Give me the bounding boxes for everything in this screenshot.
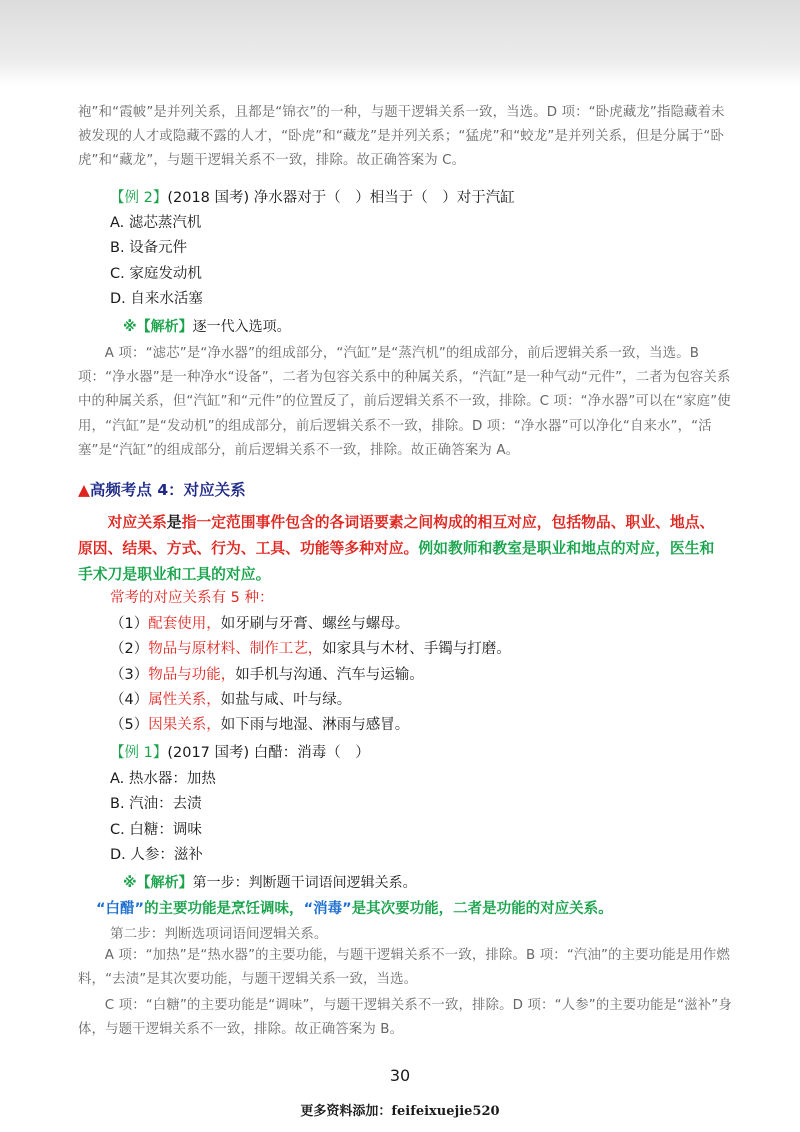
type-example: 如家具与木材、手镯与打磨。 [322, 641, 511, 657]
footer-note: 更多资料添加：feifeixuejie520 [300, 1104, 500, 1119]
definition-connector: 是 [166, 514, 182, 531]
section-title: 高频考点 4：对应关系 [89, 481, 246, 499]
option-d: D. 人参：滋补 [110, 847, 203, 863]
definition-example: 例如教师和教室是职业和地点的对应，医生和手术刀是职业和工具的对应。 [78, 540, 715, 583]
type-item-4 [110, 688, 351, 709]
option-c: C. 白糖：调味 [110, 822, 202, 838]
option-b: B. 设备元件 [110, 240, 188, 256]
type-name: 物品与原材料、制作工艺， [148, 641, 323, 657]
analysis-paragraph-2: C 项：“白糖”的主要功能是“调味”，与题干逻辑关系不一致，排除。D 项：“人参”的主要功能是“滋补”身体，与题干逻辑关系不一致，排除。故正确答案为 B。 [78, 998, 732, 1038]
page-number: 30 [389, 1066, 411, 1085]
analysis-header [123, 316, 291, 336]
type-number: （3） [110, 667, 149, 683]
example-1-title [110, 741, 370, 762]
option-a: A. 滤芯蒸汽机 [110, 215, 202, 231]
type-name: 属性关系， [148, 692, 221, 708]
example-stem: (2017 国考) 白醋：消毒（ ） [167, 745, 370, 761]
analysis-paragraph-1: A 项：“加热”是“热水器”的主要功能，与题干逻辑关系不一致，排除。B 项：“汽油”的主要功能是用作燃料，“去渍”是其次要功能，与题干逻辑关系一致，当选。 [78, 948, 730, 988]
step-two: 第二步：判断选项词语间逻辑关系。 [110, 926, 328, 942]
triangle-icon: ▲ [78, 481, 90, 499]
type-number: （1） [110, 616, 149, 632]
type-example: 如盐与咸、叶与绿。 [220, 692, 352, 708]
key-term-2: “消毒” [303, 901, 352, 917]
option-c: C. 家庭发动机 [110, 266, 202, 282]
key-term-1: “白醋” [96, 901, 145, 917]
analysis-lead: 第一步：判断题干词语间逻辑关系。 [192, 875, 417, 891]
type-number: （2） [110, 641, 149, 657]
example-tag: 【例 2】 [110, 190, 168, 206]
type-number: （4） [110, 692, 149, 708]
section-heading [78, 478, 246, 500]
key-relation-sentence [96, 897, 613, 918]
type-item-2 [110, 637, 511, 658]
option-d: D. 自来水活塞 [110, 291, 203, 307]
definition-paragraph [78, 510, 728, 588]
analysis-tag: ※【解析】 [123, 319, 193, 335]
header-band [0, 0, 800, 86]
analysis-paragraph: A 项：“滤芯”是“净水器”的组成部分，“汽缸”是“蒸汽机”的组成部分，前后逻辑关系一致，当选。B 项：“净水器”是一种净水“设备”，二者为包容关系中的种属关系，“汽缸”是一种气动“元件”，二者为包容关系中的种属关系，但“汽缸”和“元件”的位置反了，前后逻辑关系不一致，排除。C 项：“净水器”可以在“家庭”使用，“汽缸”是“发动机”的组成部分，前后逻辑关系不一致，排除。D 项：“净水器”可以净化“自来水”，“活塞”是“汽缸”的组成部分，前后逻辑关系不一致，排除。故正确答案为 A。 [78, 346, 731, 458]
example-tag: 【例 1】 [110, 745, 168, 761]
analysis-header [123, 872, 417, 892]
definition-term: 对应关系 [107, 514, 167, 531]
type-item-5 [110, 713, 409, 734]
option-b: B. 汽油：去渍 [110, 796, 202, 812]
type-name: 因果关系， [148, 717, 221, 733]
example-2-title [110, 186, 515, 207]
option-a: A. 热水器：加热 [110, 771, 216, 787]
example-stem: (2018 国考) 净水器对于（ ）相当于（ ）对于汽缸 [167, 190, 515, 206]
type-example: 如牙刷与牙膏、螺丝与螺母。 [220, 616, 410, 632]
type-item-1 [110, 612, 409, 633]
types-intro: 常考的对应关系有 5 种： [110, 590, 274, 606]
paragraph-prev-answer: 袍”和“霞帔”是并列关系，且都是“锦衣”的一种，与题干逻辑关系一致，当选。D 项：“卧虎藏龙”指隐藏着未被发现的人才或隐藏不露的人才，“卧虎”和“藏龙”是并列关系；“猛虎”和“蛟龙”是并列关系，但是分属于“卧虎”和“藏龙”，与题干逻辑关系不一致，排除。故正确答案为 C。 [78, 105, 725, 169]
type-example: 如手机与沟通、汽车与运输。 [235, 667, 424, 683]
type-name: 物品与功能， [148, 667, 236, 683]
definition-body: 指一定范围事件包含的各词语要素之间构成的相互对应，包括物品、职业、地点、原因、结果、方式、行为、工具、功能等多种对应。 [78, 514, 715, 557]
type-item-3 [110, 663, 424, 684]
type-number: （5） [110, 717, 149, 733]
type-name: 配套使用， [148, 616, 221, 632]
analysis-tag: ※【解析】 [123, 875, 193, 891]
key-text-2: 是其次要功能，二者是功能的对应关系。 [351, 901, 613, 917]
analysis-lead: 逐一代入选项。 [192, 319, 291, 335]
key-text-1: 的主要功能是烹饪调味， [144, 901, 304, 917]
type-example: 如下雨与地湿、淋雨与感冒。 [220, 717, 410, 733]
